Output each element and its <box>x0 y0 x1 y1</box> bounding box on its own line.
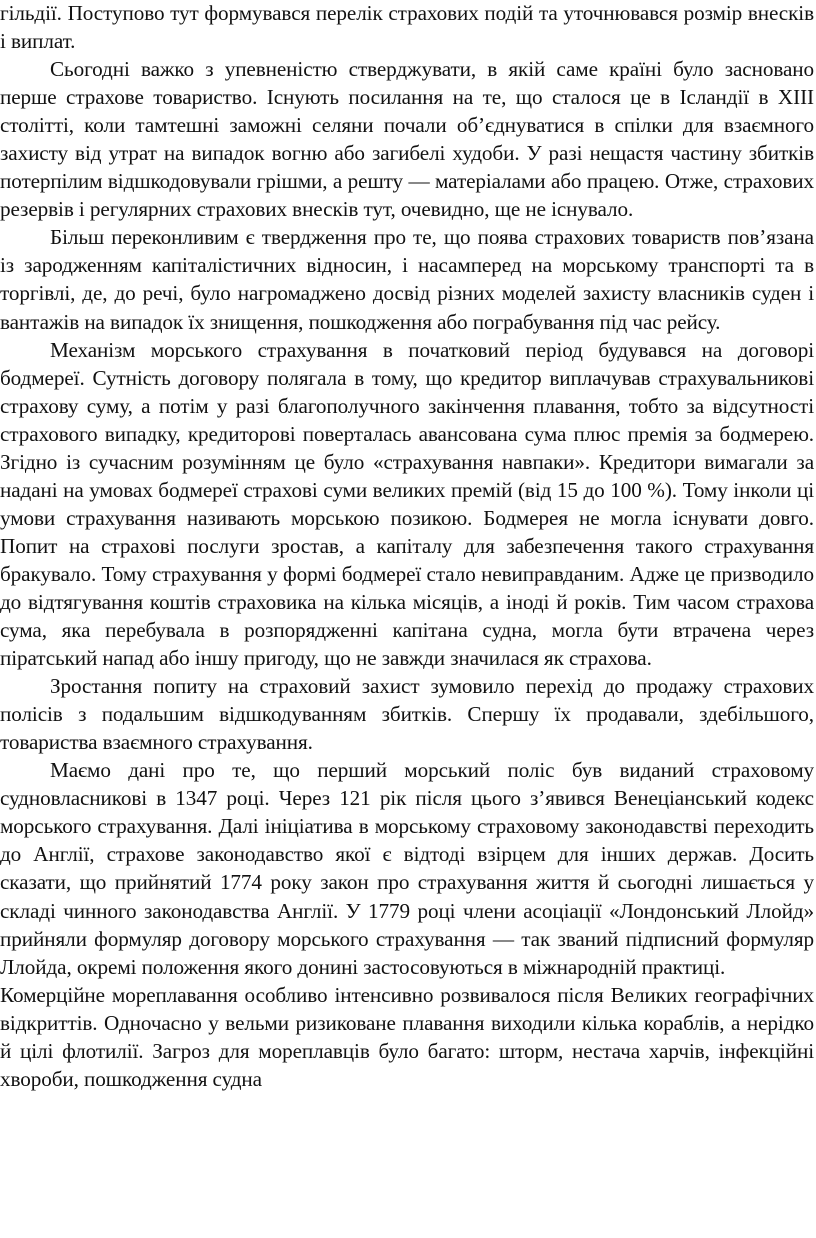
paragraph-continuation: гільдії. Поступово тут формувався перелік страхових подій та уточнювався розмір внесків і виплат. <box>0 1 814 54</box>
paragraph-first-marine-policy: Маємо дані про те, що перший морський поліс був виданий страховому судновласникові в 1347 році. Через 121 рік після цього з’явився Венеціанський кодекс морського страхування. Далі ініціатива в морському страховому законодавстві переходить до Англії, страхове законодавство якої є відтоді взірцем для інших держав. Досить сказати, що прийнятий 1774 року закон про страхування життя й сьогодні лишається у складі чинного законодавства Англії. У 1779 році члени асоціації «Лондонський Ллойд» прийняли формуляр договору морського страхування — так званий підписний формуляр Ллойда, окремі положення якого донині застосовуються в міжнародній практиці. <box>0 758 814 979</box>
paragraph-commercial-navigation: Комерційне мореплавання особливо інтенсивно розвивалося після Великих географічних відкриттів. Одночасно у вельми ризиковане плавання виходили кілька кораблів, а нерідко й цілі флотилії. Загроз для мореплавців було багато: шторм, нестача харчів, інфекційні хвороби, пошкодження судна <box>0 982 814 1091</box>
paragraph-capitalist-relations: Більш переконливим є твердження про те, що поява страхових товариств пов’язана із зародженням капіталістичних відносин, і насамперед на морському транспорті та в торгівлі, де, до речі, було нагромаджено досвід різних моделей захисту власників суден і вантажів на випадок їх знищення, пошкодження або пограбування під час рейсу. <box>0 225 814 334</box>
paragraph-bottomry-mechanism: Механізм морського страхування в початковий період будувався на договорі бодмереї. Сутність договору полягала в тому, що кредитор виплачував страхувальникові страхову суму, а потім у разі благополучного закінчення плавання, тобто за відсутності страхового випадку, кредиторові поверталась авансована сума плюс премія за бодмерею. Згідно із сучасним розумінням це було «страхування навпаки». Кредитори вимагали за надані на умовах бодмереї страхові суми великих премій (від 15 до 100 %). Тому інколи ці умови страхування називають морською позикою. Бодмерея не могла існувати довго. Попит на страхові послуги зростав, а капіталу для забезпечення такого страхування бракувало. Тому страхування у формі бодмереї стало невиправданим. Адже це призводило до відтягування коштів страховика на кілька місяців, а іноді й років. Тим часом страхова сума, яка перебувала в розпорядженні капітана судна, могла бути втрачена через піратський напад або іншу пригоду, що не завжди значилася як страхова. <box>0 337 814 671</box>
paragraph-policy-sales: Зростання попиту на страховий захист зумовило перехід до продажу страхових полісів з подальшим відшкодуванням збитків. Спершу їх продавали, здебільшого, товариства взаємного страхування. <box>0 674 814 755</box>
paragraph-first-insurance-society: Сьогодні важко з упевненістю стверджувати, в якій саме країні було засновано перше страхове товариство. Існують посилання на те, що сталося це в Ісландії в XIII столітті, коли тамтешні заможні селяни почали об’єднуватися в спілки для взаємного захисту від утрат на випадок вогню або загибелі худоби. У разі нещастя частину збитків потерпілим відшкодовували грішми, а решту — матеріалами або працею. Отже, страхових резервів і регулярних страхових внесків тут, очевидно, ще не існувало. <box>0 57 814 222</box>
